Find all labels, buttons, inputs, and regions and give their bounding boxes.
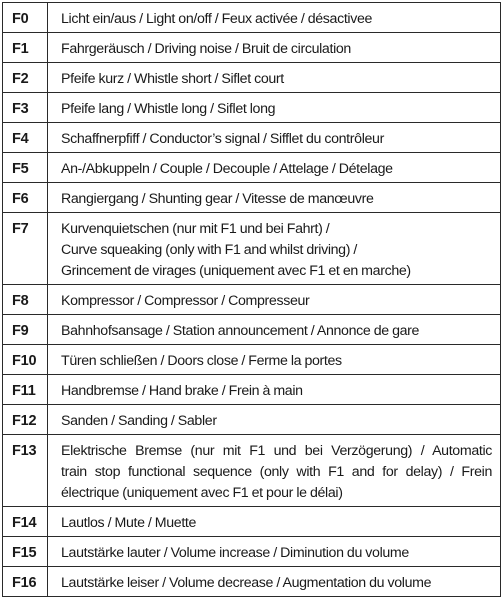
- function-key-cell: F6: [3, 183, 48, 213]
- function-description-line: Schaffnerpfiff / Conductor’s signal / Sifflet du contrôleur: [61, 131, 384, 147]
- function-description-line: Kurvenquietschen (nur mit F1 und bei Fahrt) /: [61, 221, 330, 237]
- table-row: [3, 123, 501, 153]
- function-description-cell: [48, 285, 501, 315]
- function-key-cell: F11: [3, 375, 48, 405]
- function-description-cell: [48, 123, 501, 153]
- function-description-cell: [48, 153, 501, 183]
- function-key-cell: F8: [3, 285, 48, 315]
- function-description-line: An-/Abkuppeln / Couple / Decouple / Attelage / Dételage: [61, 161, 393, 177]
- function-key-cell: F3: [3, 93, 48, 123]
- function-description-cell: [48, 183, 501, 213]
- function-description-cell: [48, 93, 501, 123]
- function-description-line: Bahnhofsansage / Station announcement / Annonce de gare: [61, 323, 420, 339]
- function-description-line: Handbremse / Hand brake / Frein à main: [61, 383, 303, 399]
- table-row: [3, 213, 501, 285]
- function-description-cell: [48, 507, 501, 537]
- function-key-cell: F15: [3, 537, 48, 567]
- function-description-line: Lautstärke lauter / Volume increase / Diminution du volume: [61, 545, 409, 561]
- table-row: [3, 375, 501, 405]
- table-row: [3, 183, 501, 213]
- table-row: [3, 435, 501, 507]
- function-description-cell: [48, 405, 501, 435]
- function-description-cell: [48, 213, 501, 285]
- function-key-cell: F16: [3, 567, 48, 597]
- function-description-cell: [48, 435, 501, 507]
- function-key-cell: F1: [3, 33, 48, 63]
- table-row: [3, 315, 501, 345]
- function-description-line: Lautstärke leiser / Volume decrease / Augmentation du volume: [61, 575, 432, 591]
- function-description-line: Elektrische Bremse (nur mit F1 und bei Verzögerung) / Automatic: [61, 443, 492, 459]
- function-key-cell: F9: [3, 315, 48, 345]
- function-description-cell: [48, 33, 501, 63]
- function-description-cell: [48, 537, 501, 567]
- function-description-line: train stop functional sequence (only with F1 and for delay) / Frein: [61, 464, 492, 480]
- function-key-cell: F12: [3, 405, 48, 435]
- table-row: [3, 285, 501, 315]
- function-description-line: Türen schließen / Doors close / Ferme la portes: [61, 353, 342, 369]
- function-key-cell: F4: [3, 123, 48, 153]
- function-key-cell: F2: [3, 63, 48, 93]
- table-row: [3, 405, 501, 435]
- function-key-cell: F5: [3, 153, 48, 183]
- table-row: [3, 345, 501, 375]
- function-description-cell: [48, 315, 501, 345]
- function-description-cell: [48, 63, 501, 93]
- function-description-line: Lautlos / Mute / Muette: [61, 515, 197, 531]
- function-key-cell: F14: [3, 507, 48, 537]
- function-description-line: Sanden / Sanding / Sabler: [61, 413, 217, 429]
- function-key-cell: F10: [3, 345, 48, 375]
- table-row: [3, 567, 501, 597]
- function-description-line: Rangiergang / Shunting gear / Vitesse de manœuvre: [61, 191, 374, 207]
- table-row: [3, 93, 501, 123]
- table-row: [3, 3, 501, 33]
- function-key-cell: F13: [3, 435, 48, 507]
- function-description-line: Pfeife kurz / Whistle short / Siflet court: [61, 71, 284, 87]
- function-description-line: Licht ein/aus / Light on/off / Feux activée / désactivee: [61, 11, 373, 27]
- function-description-line: Grincement de virages (uniquement avec F1 et en marche): [61, 263, 411, 279]
- function-description-cell: [48, 567, 501, 597]
- function-description-cell: [48, 375, 501, 405]
- function-description-line: Fahrgeräusch / Driving noise / Bruit de circulation: [61, 41, 351, 57]
- function-description-line: électrique (uniquement avec F1 et pour le délai): [61, 485, 343, 501]
- table-row: [3, 537, 501, 567]
- table-row: [3, 153, 501, 183]
- function-table: [2, 2, 501, 597]
- table-row: [3, 33, 501, 63]
- function-description-line: Curve squeaking (only with F1 and whilst driving) /: [61, 242, 357, 258]
- function-description-line: Pfeife lang / Whistle long / Siflet long: [61, 101, 276, 117]
- function-description-line: Kompressor / Compressor / Compresseur: [61, 293, 310, 309]
- function-key-cell: F7: [3, 213, 48, 285]
- function-description-cell: [48, 3, 501, 33]
- function-description-cell: [48, 345, 501, 375]
- table-row: [3, 63, 501, 93]
- table-row: [3, 507, 501, 537]
- function-key-cell: F0: [3, 3, 48, 33]
- function-table-body: [3, 3, 501, 597]
